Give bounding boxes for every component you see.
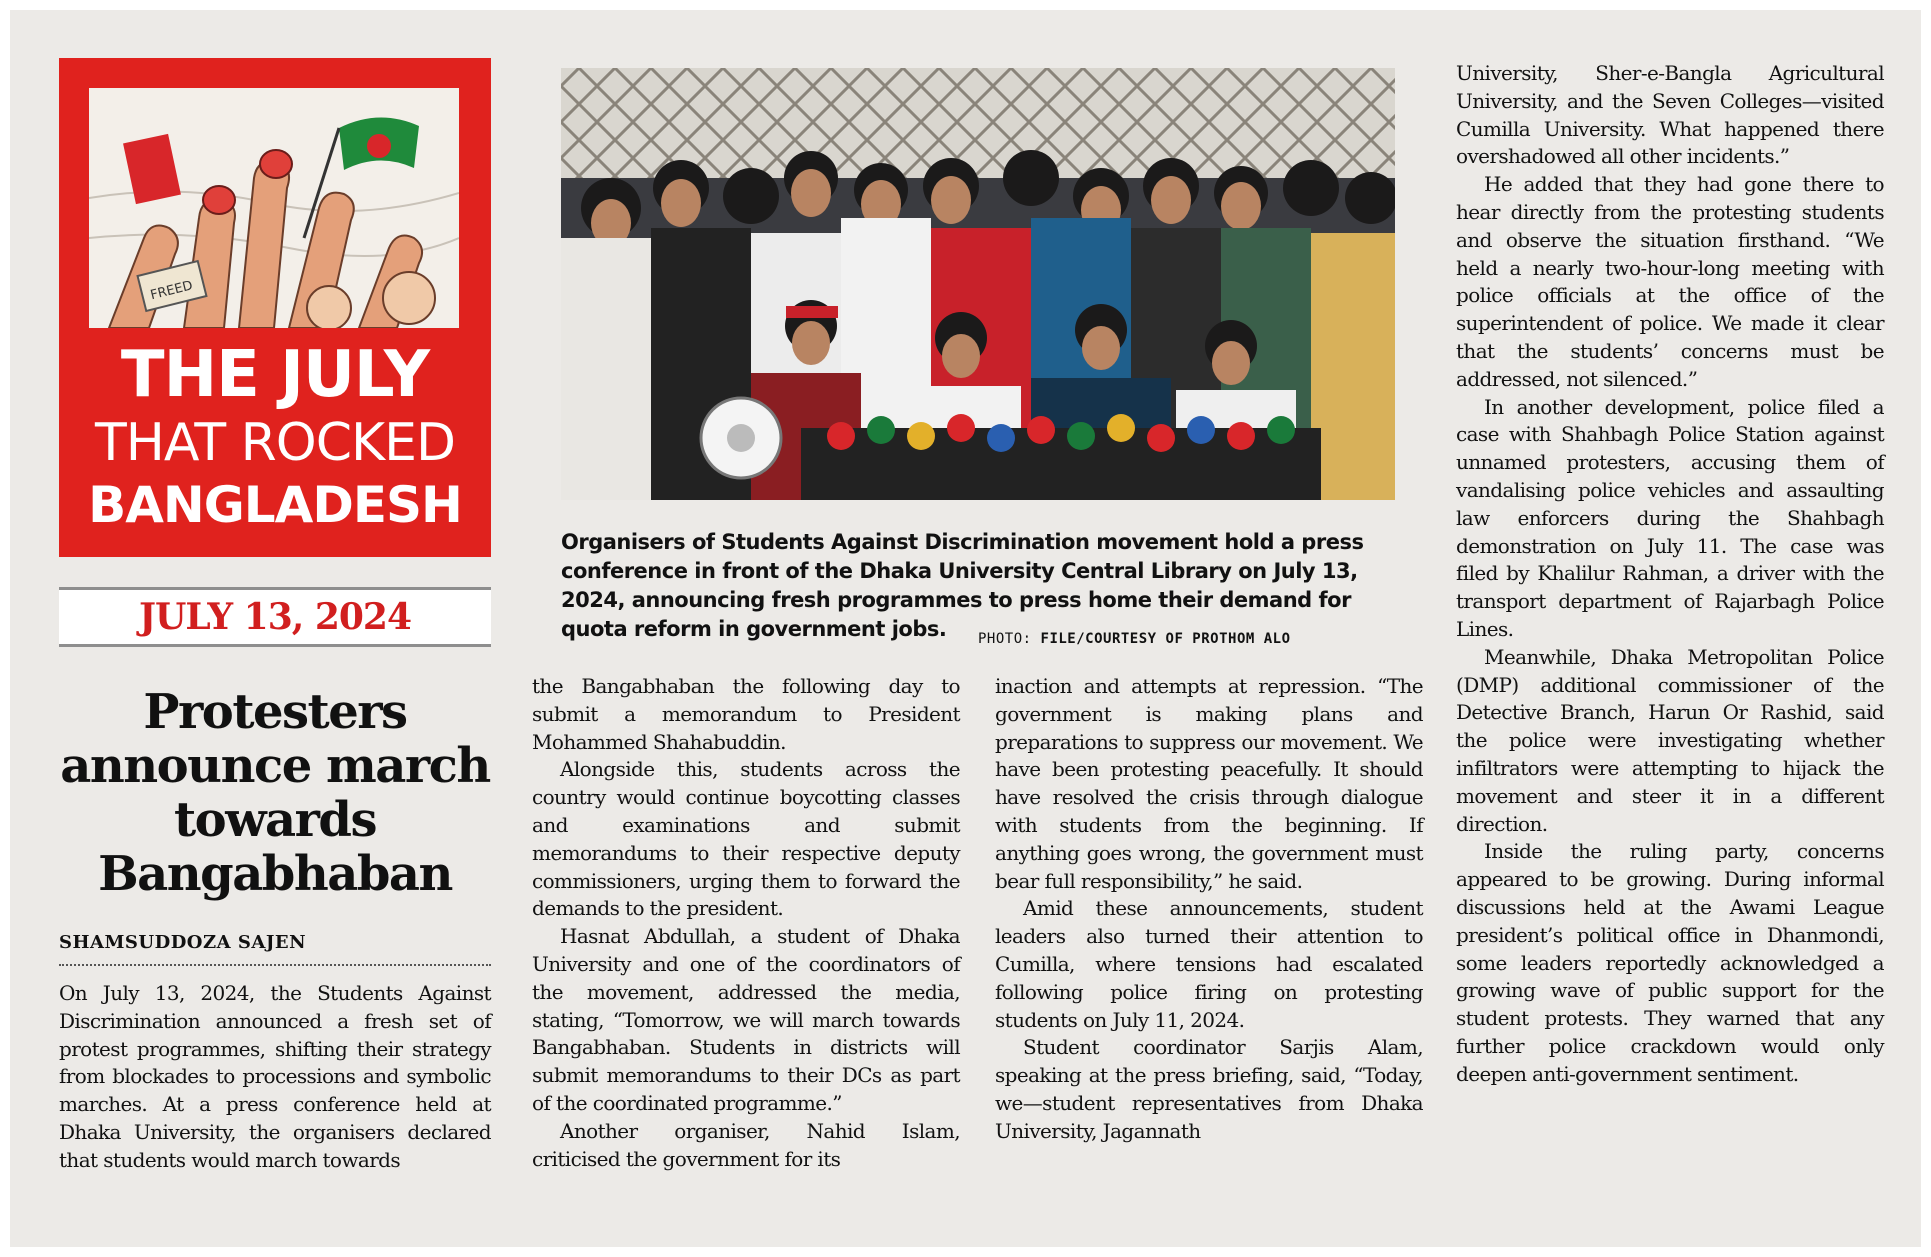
- article-column-3: [995, 673, 1423, 1146]
- paragraph: the Bangabhaban the following day to submit a memorandum to President Mohammed Shahabuddin.: [532, 674, 960, 754]
- newspaper-page: [10, 10, 1921, 1247]
- paragraph: inaction and attempts at repression. “The government is making plans and preparations to suppress our movement. We have been protesting peacefully. It should have resolved the crisis through dialogue with students from the beginning. If anything goes wrong, the government must bear full responsibility,” he said.: [995, 674, 1423, 893]
- paragraph: Another organiser, Nahid Islam, criticised the government for its: [532, 1118, 960, 1171]
- badge-title-line-3: BANGLADESH: [88, 476, 462, 534]
- badge-title-line-1: THE JULY: [120, 338, 430, 412]
- series-badge: [59, 58, 491, 557]
- article-column-1: [59, 980, 491, 1175]
- date-band: [59, 587, 491, 647]
- paragraph: University, Sher-e-Bangla Agricultural University, and the Seven Colleges—visited Cumilla University. What happened there overshadowed all other incidents.”: [1456, 61, 1884, 169]
- photo-credit: [978, 631, 1291, 647]
- paragraph: Student coordinator Sarjis Alam, speaking at the press briefing, said, “Today, we—student representatives from Dhaka University, Jagannath: [995, 1035, 1423, 1143]
- byline: SHAMSUDDOZA SAJEN: [59, 932, 307, 953]
- paragraph: Inside the ruling party, concerns appeared to be growing. During informal discussions held at the Awami League president’s political office in Dhanmondi, some leaders reportedly acknowledged a growing wave of public support for the student protests. They warned that any further police crackdown would only deepen anti-government sentiment.: [1456, 839, 1884, 1086]
- paragraph: Alongside this, students across the country would continue boycotting classes and examinations and submit memorandums to their respective deputy commissioners, urging them to forward the demands to the president.: [532, 757, 960, 921]
- press-conference-photo-graphic: [561, 68, 1395, 500]
- paragraph: On July 13, 2024, the Students Against Discrimination announced a fresh set of protest programmes, shifting their strategy from blockades to processions and symbolic marches. At a press conference held at Dhaka University, the organisers declared that students would march towards: [59, 981, 491, 1172]
- article-headline: Protesters announce march towards Bangabhaban: [60, 684, 490, 902]
- paragraph: Hasnat Abdullah, a student of Dhaka University and one of the coordinators of the movement, addressed the media, stating, “Tomorrow, we will march towards Bangabhaban. Students in districts will submit memorandums to their DCs as part of the coordinated programme.”: [532, 924, 960, 1115]
- article-column-2: [532, 673, 960, 1173]
- issue-date: JULY 13, 2024: [138, 596, 412, 638]
- paragraph: He added that they had gone there to hear directly from the protesting students and observe the situation firsthand. “We held a nearly two-hour-long meeting with police officials at the office of the superintendent of police. We made it clear that the students’ concerns must be addressed, not silenced.”: [1456, 172, 1884, 391]
- raised-fists-illustration: [89, 88, 459, 328]
- photo-caption: Organisers of Students Against Discrimination movement hold a press conference in front of the Dhaka University Central Library on July 13, 2024, announcing fresh programmes to press home their demand for quota reform in government jobs.: [561, 530, 1364, 641]
- paragraph: In another development, police filed a case with Shahbagh Police Station against unnamed protesters, accusing them of vandalising police vehicles and assaulting law enforcers during the Shahbagh demonstration on July 11. The case was filed by Khalilur Rahman, a driver with the transport department of Rajarbagh Police Lines.: [1456, 394, 1884, 641]
- sign-text: FREED: [148, 278, 195, 304]
- protest-illustration: [89, 88, 459, 328]
- press-conference-photo: [561, 68, 1395, 500]
- byline-divider: [59, 964, 491, 966]
- photo-credit-label: PHOTO:: [978, 631, 1032, 647]
- paragraph: Amid these announcements, student leaders also turned their attention to Cumilla, where tensions had escalated following police firing on protesting students on July 11, 2024.: [995, 896, 1423, 1032]
- paragraph: Meanwhile, Dhaka Metropolitan Police (DMP) additional commissioner of the Detective Branch, Harun Or Rashid, said the police were investigating whether infiltrators were attempting to hijack the movement and steer it in a different direction.: [1456, 644, 1884, 836]
- article-column-4: [1456, 60, 1884, 1088]
- badge-title-line-2: THAT ROCKED: [94, 413, 456, 473]
- photo-credit-source: FILE/COURTESY OF PROTHOM ALO: [1040, 631, 1291, 647]
